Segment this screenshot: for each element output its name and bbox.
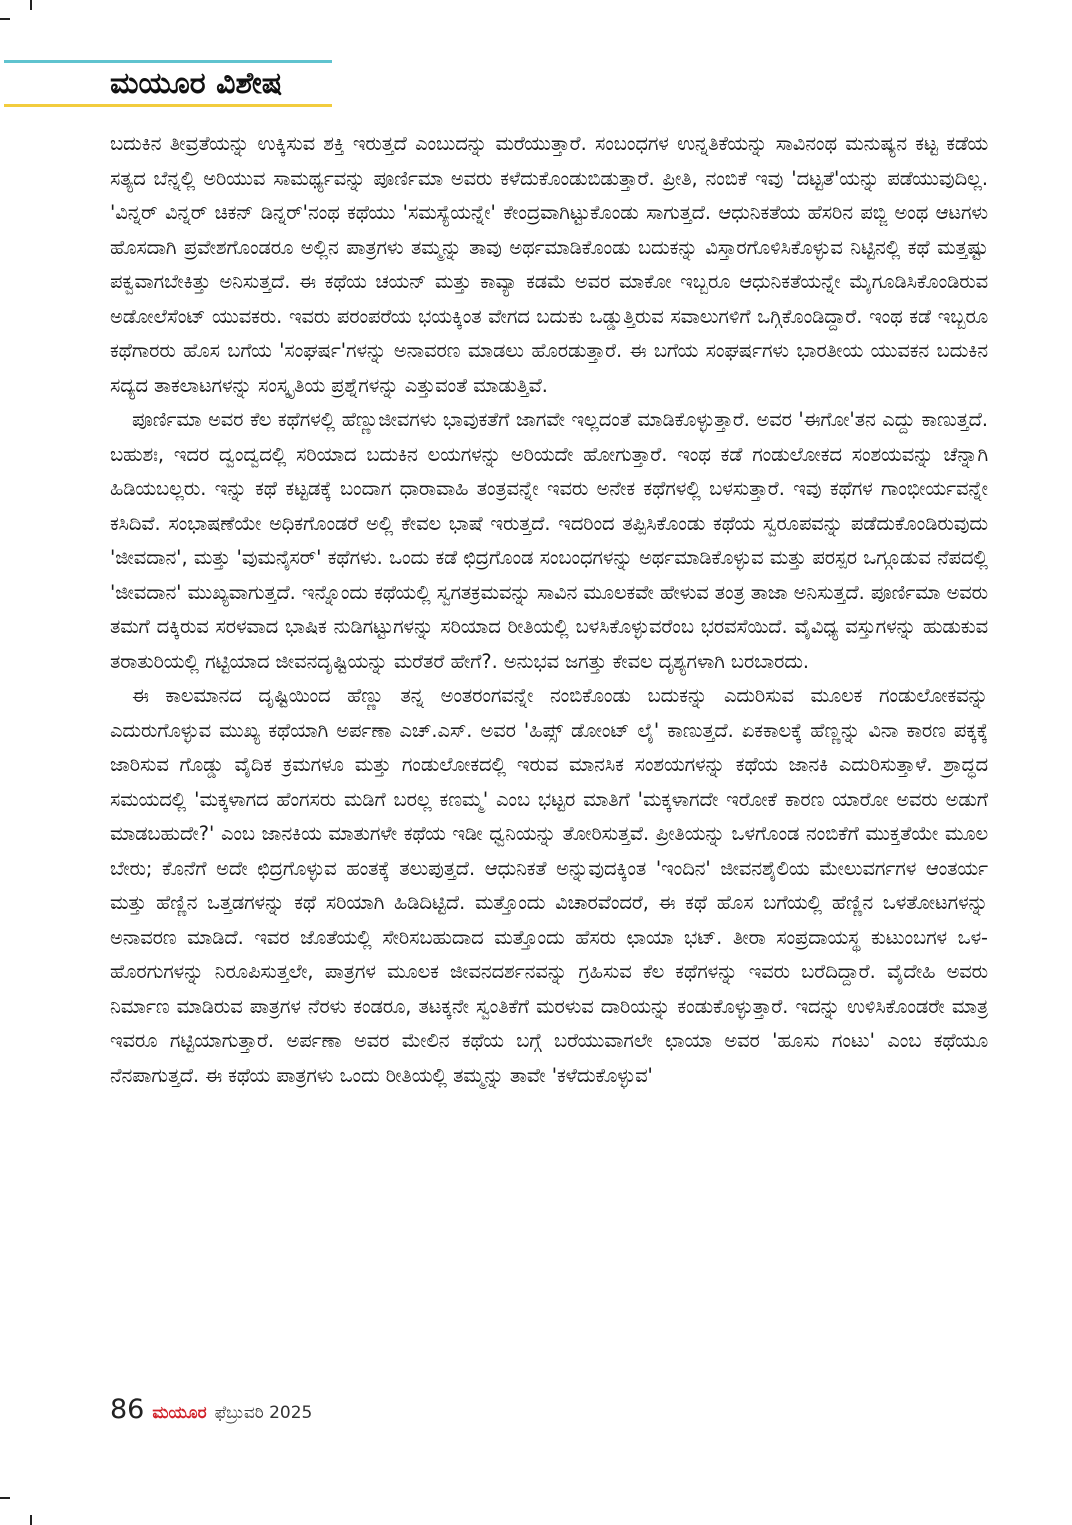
article-body: [110, 127, 988, 1093]
issue-date: ಫೆಬ್ರುವರಿ 2025: [214, 1403, 313, 1423]
paragraph-3: ಈ ಕಾಲಮಾನದ ದೃಷ್ಟಿಯಿಂದ ಹೆಣ್ಣು ತನ್ನ ಅಂತರಂಗವನ್ನೇ ನಂಬಿಕೊಂಡು ಬದುಕನ್ನು ಎದುರಿಸುವ ಮೂಲಕ ಗಂಡುಲೋಕವನ್ನು ಎದುರುಗೊಳ್ಳುವ ಮುಖ್ಯ ಕಥೆಯಾಗಿ ಅರ್ಪಣಾ ಎಚ್.ಎಸ್. ಅವರ 'ಹಿಪ್ಸ್ ಡೋಂಟ್ ಲೈ' ಕಾಣುತ್ತದೆ. ಏಕಕಾಲಕ್ಕೆ ಹೆಣ್ಣನ್ನು ವಿನಾ ಕಾರಣ ಪಕ್ಕಕ್ಕೆ ಜಾರಿಸುವ ಗೊಡ್ಡು ವೈದಿಕ ಕ್ರಮಗಳೂ ಮತ್ತು ಗಂಡುಲೋಕದಲ್ಲಿ ಇರುವ ಮಾನಸಿಕ ಸಂಶಯಗಳನ್ನು ಕಥೆಯ ಜಾನಕಿ ಎದುರಿಸುತ್ತಾಳೆ. ಶ್ರಾದ್ಧದ ಸಮಯದಲ್ಲಿ 'ಮಕ್ಕಳಾಗದ ಹೆಂಗಸರು ಮಡಿಗೆ ಬರಲ್ಲ ಕಣಮ್ಮ' ಎಂಬ ಭಟ್ಟರ ಮಾತಿಗೆ 'ಮಕ್ಕಳಾಗದೇ ಇರೋಕೆ ಕಾರಣ ಯಾರೋ ಅವರು ಅಡುಗೆ ಮಾಡಬಹುದೇ?' ಎಂಬ ಜಾನಕಿಯ ಮಾತುಗಳೇ ಕಥೆಯ ಇಡೀ ಧ್ವನಿಯನ್ನು ತೋರಿಸುತ್ತವೆ. ಪ್ರೀತಿಯನ್ನು ಒಳಗೊಂಡ ನಂಬಿಕೆಗೆ ಮುಕ್ತತೆಯೇ ಮೂಲ ಬೇರು; ಕೊನೆಗೆ ಅದೇ ಛಿದ್ರಗೊಳ್ಳುವ ಹಂತಕ್ಕೆ ತಲುಪುತ್ತದೆ. ಆಧುನಿಕತೆ ಅನ್ನುವುದಕ್ಕಿಂತ 'ಇಂದಿನ' ಜೀವನಶೈಲಿಯ ಮೇಲುವರ್ಗಗಳ ಆಂತರ್ಯ ಮತ್ತು ಹೆಣ್ಣಿನ ಒತ್ತಡಗಳನ್ನು ಕಥೆ ಸರಿಯಾಗಿ ಹಿಡಿದಿಟ್ಟಿದೆ. ಮತ್ತೊಂದು ವಿಚಾರವೆಂದರೆ, ಈ ಕಥೆ ಹೊಸ ಬಗೆಯಲ್ಲಿ ಹೆಣ್ಣಿನ ಒಳತೋಟಗಳನ್ನು ಅನಾವರಣ ಮಾಡಿದೆ. ಇವರ ಜೊತೆಯಲ್ಲಿ ಸೇರಿಸಬಹುದಾದ ಮತ್ತೊಂದು ಹೆಸರು ಛಾಯಾ ಭಟ್. ತೀರಾ ಸಂಪ್ರದಾಯಸ್ಥ ಕುಟುಂಬಗಳ ಒಳ-ಹೊರಗುಗಳನ್ನು ನಿರೂಪಿಸುತ್ತಲೇ, ಪಾತ್ರಗಳ ಮೂಲಕ ಜೀವನದರ್ಶನವನ್ನು ಗ್ರಹಿಸುವ ಕೆಲ ಕಥೆಗಳನ್ನು ಇವರು ಬರೆದಿದ್ದಾರೆ. ವೈದೇಹಿ ಅವರು ನಿರ್ಮಾಣ ಮಾಡಿರುವ ಪಾತ್ರಗಳ ನೆರಳು ಕಂಡರೂ, ತಟಕ್ಕನೇ ಸ್ವಂತಿಕೆಗೆ ಮರಳುವ ದಾರಿಯನ್ನು ಕಂಡುಕೊಳ್ಳುತ್ತಾರೆ. ಇದನ್ನು ಉಳಿಸಿಕೊಂಡರೇ ಮಾತ್ರ ಇವರೂ ಗಟ್ಟಿಯಾಗುತ್ತಾರೆ. ಅರ್ಪಣಾ ಅವರ ಮೇಲಿನ ಕಥೆಯ ಬಗ್ಗೆ ಬರೆಯುವಾಗಲೇ ಛಾಯಾ ಅವರ 'ಹೂಸು ಗಂಟು' ಎಂಬ ಕಥೆಯೂ ನೆನಪಾಗುತ್ತದೆ. ಈ ಕಥೆಯ ಪಾತ್ರಗಳು ಒಂದು ರೀತಿಯಲ್ಲಿ ತಮ್ಮನ್ನು ತಾವೇ 'ಕಳೆದುಕೊಳ್ಳುವ': [110, 684, 988, 1087]
crop-mark-bottom-left-v: [30, 1515, 32, 1525]
page-footer: [110, 1394, 312, 1428]
section-title: ಮಯೂರ ವಿಶೇಷ: [110, 66, 283, 101]
crop-mark-top-left: [0, 18, 10, 20]
title-rule-top: [4, 60, 332, 63]
paragraph-2: ಪೂರ್ಣಿಮಾ ಅವರ ಕೆಲ ಕಥೆಗಳಲ್ಲಿ ಹೆಣ್ಣುಜೀವಗಳು ಭಾವುಕತೆಗೆ ಜಾಗವೇ ಇಲ್ಲದಂತೆ ಮಾಡಿಕೊಳ್ಳುತ್ತಾರೆ. ಅವರ 'ಈಗೋ'ತನ ಎದ್ದು ಕಾಣುತ್ತದೆ. ಬಹುಶಃ, ಇದರ ದ್ವಂದ್ವದಲ್ಲಿ ಸರಿಯಾದ ಬದುಕಿನ ಲಯಗಳನ್ನು ಅರಿಯದೇ ಹೋಗುತ್ತಾರೆ. ಇಂಥ ಕಡೆ ಗಂಡುಲೋಕದ ಸಂಶಯವನ್ನು ಚೆನ್ನಾಗಿ ಹಿಡಿಯಬಲ್ಲರು. ಇನ್ನು ಕಥೆ ಕಟ್ಟಡಕ್ಕೆ ಬಂದಾಗ ಧಾರಾವಾಹಿ ತಂತ್ರವನ್ನೇ ಇವರು ಅನೇಕ ಕಥೆಗಳಲ್ಲಿ ಬಳಸುತ್ತಾರೆ. ಇವು ಕಥೆಗಳ ಗಾಂಭೀರ್ಯವನ್ನೇ ಕಸಿದಿವೆ. ಸಂಭಾಷಣೆಯೇ ಅಧಿಕಗೊಂಡರೆ ಅಲ್ಲಿ ಕೇವಲ ಭಾಷೆ ಇರುತ್ತದೆ. ಇದರಿಂದ ತಪ್ಪಿಸಿಕೊಂಡು ಕಥೆಯ ಸ್ವರೂಪವನ್ನು ಪಡೆದುಕೊಂಡಿರುವುದು 'ಜೀವದಾನ', ಮತ್ತು 'ವುಮನೈಸರ್' ಕಥೆಗಳು. ಒಂದು ಕಡೆ ಛಿದ್ರಗೊಂಡ ಸಂಬಂಧಗಳನ್ನು ಅರ್ಥಮಾಡಿಕೊಳ್ಳುವ ಮತ್ತು ಪರಸ್ಪರ ಒಗ್ಗೂಡುವ ನೆಪದಲ್ಲಿ 'ಜೀವದಾನ' ಮುಖ್ಯವಾಗುತ್ತದೆ. ಇನ್ನೊಂದು ಕಥೆಯಲ್ಲಿ ಸ್ವಗತಕ್ರಮವನ್ನು ಸಾವಿನ ಮೂಲಕವೇ ಹೇಳುವ ತಂತ್ರ ತಾಜಾ ಅನಿಸುತ್ತದೆ. ಪೂರ್ಣಿಮಾ ಅವರು ತಮಗೆ ದಕ್ಕಿರುವ ಸರಳವಾದ ಭಾಷಿಕ ನುಡಿಗಟ್ಟುಗಳನ್ನು ಸರಿಯಾದ ರೀತಿಯಲ್ಲಿ ಬಳಸಿಕೊಳ್ಳುವರೆಂಬ ಭರವಸೆಯಿದೆ. ವೈವಿಧ್ಯ ವಸ್ತುಗಳನ್ನು ಹುಡುಕುವ ತರಾತುರಿಯಲ್ಲಿ ಗಟ್ಟಿಯಾದ ಜೀವನದೃಷ್ಟಿಯನ್ನು ಮರೆತರೆ ಹೇಗೆ?. ಅನುಭವ ಜಗತ್ತು ಕೇವಲ ದೃಶ್ಯಗಳಾಗಿ ಬರಬಾರದು.: [110, 408, 988, 673]
paragraph-1: ಬದುಕಿನ ತೀವ್ರತೆಯನ್ನು ಉಕ್ಕಿಸುವ ಶಕ್ತಿ ಇರುತ್ತದೆ ಎಂಬುದನ್ನು ಮರೆಯುತ್ತಾರೆ. ಸಂಬಂಧಗಳ ಉನ್ನತಿಕೆಯನ್ನು ಸಾವಿನಂಥ ಮನುಷ್ಯನ ಕಟ್ಟ ಕಡೆಯ ಸತ್ಯದ ಬೆನ್ನಲ್ಲಿ ಅರಿಯುವ ಸಾಮರ್ಥ್ಯವನ್ನು ಪೂರ್ಣಿಮಾ ಅವರು ಕಳೆದುಕೊಂಡುಬಿಡುತ್ತಾರೆ. ಪ್ರೀತಿ, ನಂಬಿಕೆ ಇವು 'ದಟ್ಟತೆ'ಯನ್ನು ಪಡೆಯುವುದಿಲ್ಲ. 'ವಿನ್ನರ್ ವಿನ್ನರ್ ಚಿಕನ್ ಡಿನ್ನರ್'ನಂಥ ಕಥೆಯು 'ಸಮಸ್ಯೆಯನ್ನೇ' ಕೇಂದ್ರವಾಗಿಟ್ಟುಕೊಂಡು ಸಾಗುತ್ತದೆ. ಆಧುನಿಕತೆಯ ಹೆಸರಿನ ಪಬ್ಜಿ ಅಂಥ ಆಟಗಳು ಹೊಸದಾಗಿ ಪ್ರವೇಶಗೊಂಡರೂ ಅಲ್ಲಿನ ಪಾತ್ರಗಳು ತಮ್ಮನ್ನು ತಾವು ಅರ್ಥಮಾಡಿಕೊಂಡು ಬದುಕನ್ನು ವಿಸ್ತಾರಗೊಳಿಸಿಕೊಳ್ಳುವ ನಿಟ್ಟಿನಲ್ಲಿ ಕಥೆ ಮತ್ತಷ್ಟು ಪಕ್ವವಾಗಬೇಕಿತ್ತು ಅನಿಸುತ್ತದೆ. ಈ ಕಥೆಯ ಚಯನ್ ಮತ್ತು ಕಾವ್ಯಾ ಕಡಮೆ ಅವರ ಮಾಕೋ ಇಬ್ಬರೂ ಆಧುನಿಕತೆಯನ್ನೇ ಮೈಗೂಡಿಸಿಕೊಂಡಿರುವ ಅಡೋಲೆಸೆಂಟ್ ಯುವಕರು. ಇವರು ಪರಂಪರೆಯ ಭಯಕ್ಕಿಂತ ವೇಗದ ಬದುಕು ಒಡ್ಡುತ್ತಿರುವ ಸವಾಲುಗಳಿಗೆ ಒಗ್ಗಿಕೊಂಡಿದ್ದಾರೆ. ಇಂಥ ಕಡೆ ಇಬ್ಬರೂ ಕಥೆಗಾರರು ಹೊಸ ಬಗೆಯ 'ಸಂಘರ್ಷ'ಗಳನ್ನು ಅನಾವರಣ ಮಾಡಲು ಹೊರಡುತ್ತಾರೆ. ಈ ಬಗೆಯ ಸಂಘರ್ಷಗಳು ಭಾರತೀಯ ಯುವಕನ ಬದುಕಿನ ಸದ್ಯದ ತಾಕಲಾಟಗಳನ್ನು ಸಂಸ್ಕೃತಿಯ ಪ್ರಶ್ನೆಗಳನ್ನು ಎತ್ತುವಂತೆ ಮಾಡುತ್ತಿವೆ.: [110, 132, 988, 397]
crop-mark-bottom-left: [0, 1497, 10, 1499]
magazine-logo: ಮಯೂರ: [152, 1403, 207, 1423]
page-number: 86: [110, 1394, 145, 1425]
crop-mark-top-left-v: [30, 0, 32, 10]
title-rule-bottom: [4, 104, 332, 107]
